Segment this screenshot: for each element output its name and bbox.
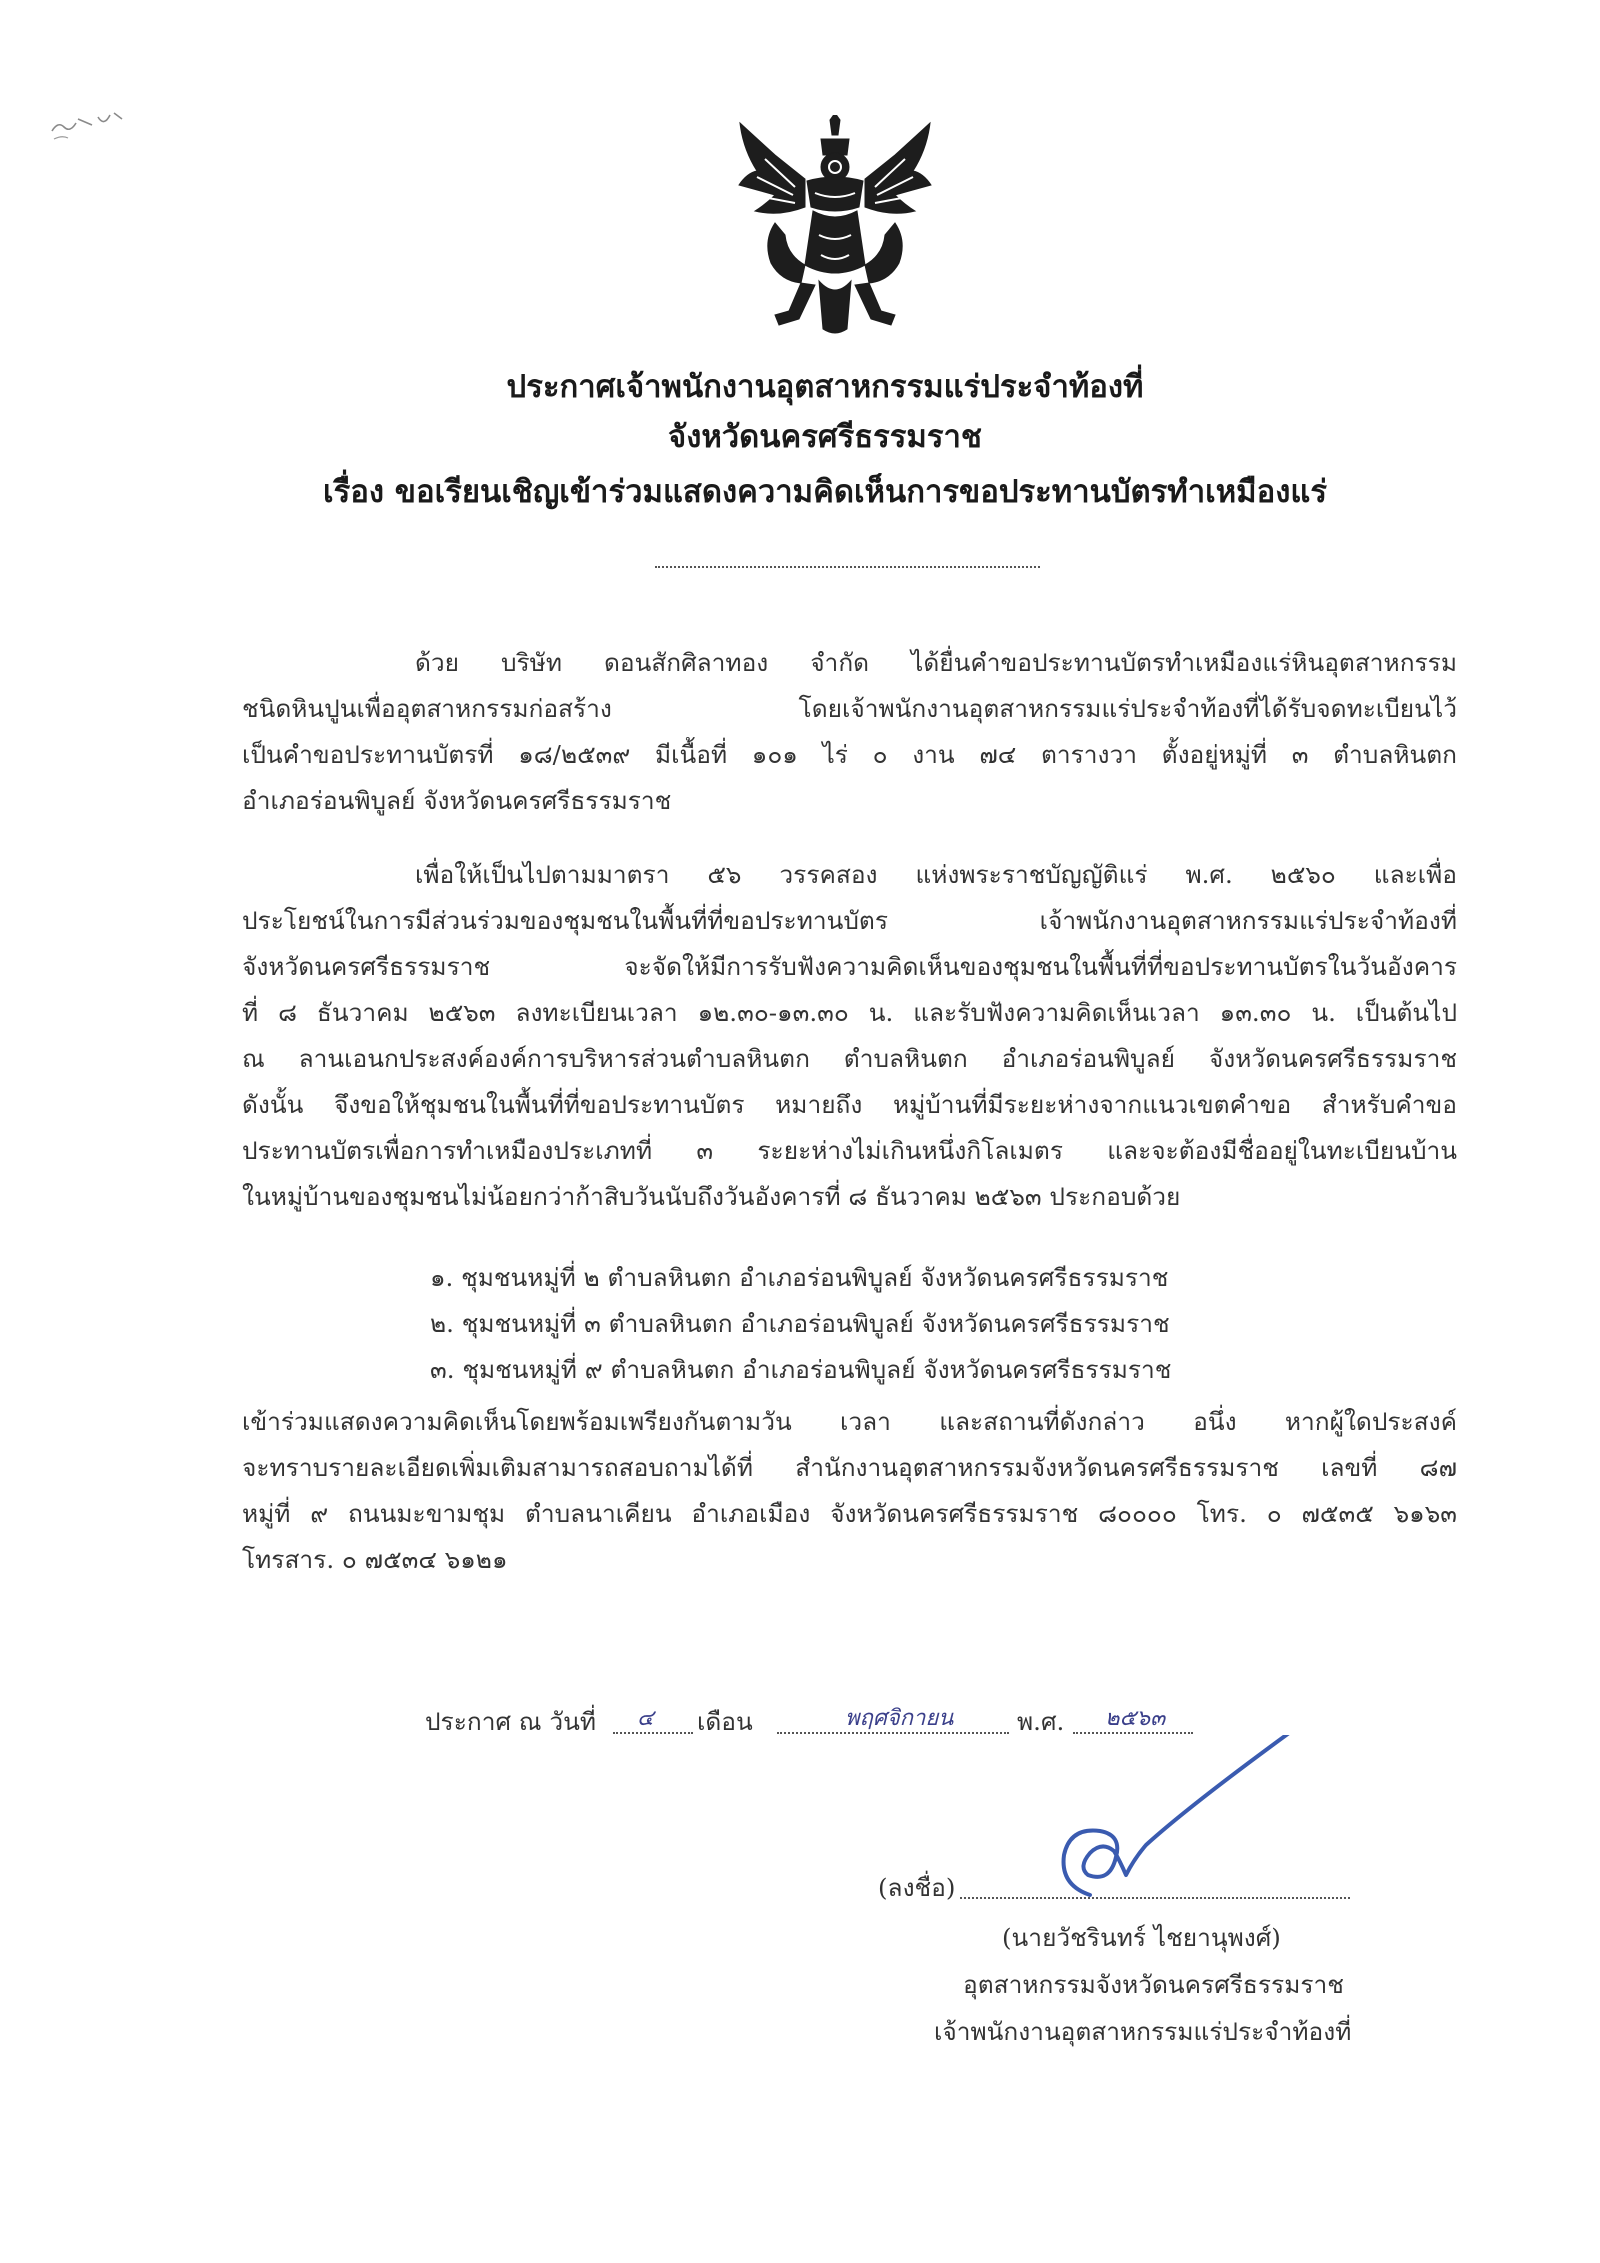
paragraph-line: จังหวัดนครศรีธรรมราช จะจัดให้มีการรับฟังความคิดเห็นของชุมชนในพื้นที่ที่ขอประทานบัตรในวันอังคาร [242, 952, 1457, 981]
paragraph-line: เพื่อให้เป็นไปตามมาตรา ๕๖ วรรคสอง แห่งพระราชบัญญัติแร่ พ.ศ. ๒๕๖๐ และเพื่อ [415, 860, 1457, 889]
signature-dotted-line [960, 1897, 1350, 1899]
list-item: ๑. ชุมชนหมู่ที่ ๒ ตำบลหินตก อำเภอร่อนพิบูลย์ จังหวัดนครศรีธรรมราช [430, 1263, 1169, 1292]
year-label: พ.ศ. [1017, 1707, 1065, 1736]
paragraph-application [242, 640, 1457, 824]
signatory-role: เจ้าพนักงานอุตสาหกรรมแร่ประจำท้องที่ [934, 2017, 1352, 2046]
paragraph-line: โทรสาร. ๐ ๗๕๓๔ ๖๑๒๑ [242, 1545, 508, 1574]
signature [1030, 1735, 1330, 1935]
sign-label: (ลงชื่อ) [878, 1873, 956, 1902]
paragraph-line: ณ ลานเอนกประสงค์องค์การบริหารส่วนตำบลหินตก ตำบลหินตก อำเภอร่อนพิบูลย์ จังหวัดนครศรีธรรมราช [242, 1044, 1457, 1073]
paragraph-line: ชนิดหินปูนเพื่ออุตสาหกรรมก่อสร้าง โดยเจ้าพนักงานอุตสาหกรรมแร่ประจำท้องที่ได้รับจดทะเบียนไว้ [242, 694, 1457, 723]
paragraph-line: อำเภอร่อนพิบูลย์ จังหวัดนครศรีธรรมราช [242, 786, 672, 815]
date-year: ๒๕๖๓ [1105, 1706, 1166, 1731]
paragraph-line: หมู่ที่ ๙ ถนนมะขามชุม ตำบลนาเคียน อำเภอเมือง จังหวัดนครศรีธรรมราช ๘๐๐๐๐ โทร. ๐ ๗๕๓๕ ๖๑๖๓ [242, 1499, 1457, 1528]
month-label: เดือน [697, 1707, 753, 1736]
paragraph-line: ในหมู่บ้านของชุมชนไม่น้อยกว่าก้าสิบวันนับถึงวันอังคารที่ ๘ ธันวาคม ๒๕๖๓ ประกอบด้วย [242, 1182, 1181, 1211]
paragraph-line: ดังนั้น จึงขอให้ชุมชนในพื้นที่ที่ขอประทานบัตร หมายถึง หมู่บ้านที่มีระยะห่างจากแนวเขตคำขอ สำหรับคำขอ [242, 1090, 1457, 1119]
paragraph-line: ด้วย บริษัท ดอนสักศิลาทอง จำกัด ได้ยื่นคำขอประทานบัตรทำเหมืองแร่หินอุตสาหกรรม [415, 648, 1457, 677]
garuda-emblem [735, 115, 935, 340]
subject-title: เรื่อง ขอเรียนเชิญเข้าร่วมแสดงความคิดเห็นการขอประทานบัตรทำเหมืองแร่ [323, 474, 1327, 510]
paragraph-hearing [242, 852, 1457, 1220]
paragraph-line: จะทราบรายละเอียดเพิ่มเติมสามารถสอบถามได้ที่ สำนักงานอุตสาหกรรมจังหวัดนครศรีธรรมราช เลขที่ ๘๗ [242, 1453, 1457, 1482]
paragraph-line: เป็นคำขอประทานบัตรที่ ๑๘/๒๕๓๙ มีเนื้อที่ ๑๐๑ ไร่ ๐ งาน ๗๔ ตารางวา ตั้งอยู่หมู่ที่ ๓ ตำบลหินตก [242, 740, 1457, 769]
margin-pencil-mark [48, 105, 128, 145]
date-prefix: ประกาศ ณ วันที่ [425, 1707, 596, 1736]
paragraph-line: ประโยชน์ในการมีส่วนร่วมของชุมชนในพื้นที่ที่ขอประทานบัตร เจ้าพนักงานอุตสาหกรรมแร่ประจำท้องที่ [242, 906, 1457, 935]
list-item: ๓. ชุมชนหมู่ที่ ๙ ตำบลหินตก อำเภอร่อนพิบูลย์ จังหวัดนครศรีธรรมราช [430, 1355, 1172, 1384]
announcement-title: ประกาศเจ้าพนักงานอุตสาหกรรมแร่ประจำท้องที่ [506, 369, 1144, 405]
community-list [430, 1255, 1330, 1393]
province-title: จังหวัดนครศรีธรรมราช [668, 419, 982, 455]
list-item: ๒. ชุมชนหมู่ที่ ๓ ตำบลหินตก อำเภอร่อนพิบูลย์ จังหวัดนครศรีธรรมราช [430, 1309, 1170, 1338]
paragraph-contact [242, 1399, 1457, 1583]
paragraph-line: ประทานบัตรเพื่อการทำเหมืองประเภทที่ ๓ ระยะห่างไม่เกินหนึ่งกิโลเมตร และจะต้องมีชื่ออยู่ในทะเบียนบ้าน [242, 1136, 1457, 1165]
date-month: พฤศจิกายน [845, 1706, 954, 1731]
paragraph-line: ที่ ๘ ธันวาคม ๒๕๖๓ ลงทะเบียนเวลา ๑๒.๓๐-๑๓.๓๐ น. และรับฟังความคิดเห็นเวลา ๑๓.๓๐ น. เป็นต้นไป [242, 998, 1457, 1027]
signatory-position: อุตสาหกรรมจังหวัดนครศรีธรรมราช [963, 1970, 1344, 1999]
signatory-name: (นายวัชรินทร์ ไชยานุพงศ์) [1002, 1923, 1281, 1952]
paragraph-line: เข้าร่วมแสดงความคิดเห็นโดยพร้อมเพรียงกันตามวัน เวลา และสถานที่ดังกล่าว อนึ่ง หากผู้ใดประสงค์ [242, 1407, 1457, 1436]
header-divider [655, 566, 1040, 568]
date-day: ๔ [637, 1706, 654, 1731]
